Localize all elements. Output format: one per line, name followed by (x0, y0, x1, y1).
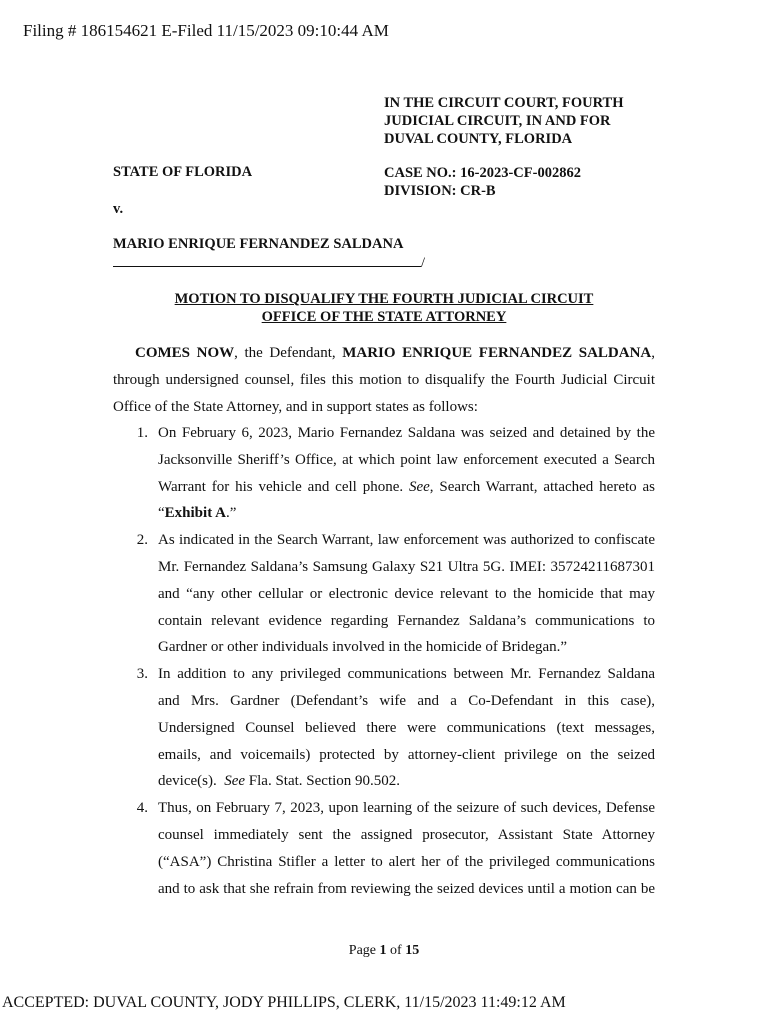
plaintiff-name: STATE OF FLORIDA (113, 164, 253, 180)
item-text (158, 527, 655, 661)
item-line (158, 474, 655, 501)
versus-label: v. (113, 201, 124, 217)
court-line: IN THE CIRCUIT COURT, FOURTH (384, 95, 624, 111)
item-line: and to ask that she refrain from reviewing the seized devices until a motion can be (158, 880, 655, 897)
list-item (113, 795, 655, 902)
page-total: 15 (405, 943, 420, 958)
item-line: counsel immediately sent the assigned prosecutor, Assistant State Attorney (158, 826, 655, 843)
item-line: emails, and voicemails) protected by attorney-client privilege on the seized (158, 746, 655, 763)
court-heading (384, 94, 623, 148)
item-text (158, 420, 655, 527)
intro-paragraph (113, 340, 655, 420)
caption-signature-line (113, 255, 425, 272)
motion-title (113, 290, 655, 326)
text-span: , Search Warrant, attached hereto as (429, 478, 655, 495)
item-line: As indicated in the Search Warrant, law enforcement was authorized to confiscate (158, 532, 655, 549)
intro-text: , (651, 345, 655, 361)
item-line: Gardner or other individuals involved in the homicide of Bridegan.” (158, 639, 568, 656)
case-info (384, 164, 581, 200)
intro-text: , the Defendant, (234, 345, 343, 361)
text-span: “ (158, 505, 165, 522)
item-line: On February 6, 2023, Mario Fernandez Saldana was seized and detained by the (158, 425, 655, 441)
list-item (113, 527, 655, 661)
text-span: .” (225, 505, 237, 522)
see-signal: See (408, 478, 430, 495)
text-span: device(s). (158, 773, 225, 790)
accepted-footer: ACCEPTED: DUVAL COUNTY, JODY PHILLIPS, CLERK, 11/15/2023 11:49:12 AM (2, 994, 566, 1011)
page-of: of (386, 943, 406, 958)
numbered-list (113, 420, 655, 902)
item-number: 3. (136, 666, 148, 683)
item-number: 1. (136, 425, 148, 441)
page-label: Page (348, 943, 380, 958)
list-item (113, 661, 655, 795)
comes-now: COMES NOW (135, 345, 235, 361)
filing-header: Filing # 186154621 E-Filed 11/15/2023 09:10:44 AM (23, 21, 389, 40)
division: DIVISION: CR-B (384, 183, 496, 199)
signature-slash: / (421, 255, 426, 271)
court-line: DUVAL COUNTY, FLORIDA (384, 131, 573, 147)
intro-line (113, 340, 655, 367)
intro-line: through undersigned counsel, files this motion to disqualify the Fourth Judicial Circuit (113, 371, 655, 388)
defendant-name: MARIO ENRIQUE FERNANDEZ SALDANA (113, 236, 404, 252)
item-line (158, 500, 655, 527)
item-number: 4. (136, 800, 148, 817)
list-item (113, 420, 655, 527)
page-number (0, 943, 768, 959)
item-line: and “any other cellular or electronic device relevant to the homicide that may (158, 585, 655, 602)
text-span: Fla. Stat. Section 90.502. (245, 773, 401, 790)
see-signal: See (224, 773, 246, 790)
item-line: and Mrs. Gardner (Defendant’s wife and a Co-Defendant in this case), (158, 692, 655, 709)
item-line: Undersigned Counsel believed there were communications (text messages, (158, 719, 655, 736)
title-line: OFFICE OF THE STATE ATTORNEY (261, 309, 507, 325)
item-line: In addition to any privileged communications between Mr. Fernandez Saldana (158, 666, 655, 683)
item-line: Thus, on February 7, 2023, upon learning of the seizure of such devices, Defense (158, 800, 655, 817)
item-line: Mr. Fernandez Saldana’s Samsung Galaxy S21 Ultra 5G. IMEI: 35724211687301 (158, 558, 655, 575)
item-text (158, 661, 655, 795)
item-number: 2. (136, 532, 148, 549)
item-text (158, 795, 655, 902)
exhibit-label: Exhibit A (164, 505, 226, 522)
item-line: Jacksonville Sheriff’s Office, at which point law enforcement executed a Search (158, 451, 655, 468)
case-number: CASE NO.: 16-2023-CF-002862 (384, 165, 581, 181)
item-line: (“ASA”) Christina Stifler a letter to alert her of the privileged communications (158, 853, 655, 870)
court-line: JUDICIAL CIRCUIT, IN AND FOR (384, 113, 611, 129)
item-line: contain relevant evidence regarding Fernandez Saldana’s communications to (158, 612, 655, 629)
item-line (158, 768, 655, 795)
page-current: 1 (379, 943, 387, 958)
defendant-name-inline: MARIO ENRIQUE FERNANDEZ SALDANA (342, 345, 652, 361)
title-line: MOTION TO DISQUALIFY THE FOURTH JUDICIAL CIRCUIT (174, 291, 594, 307)
text-span: Warrant for his vehicle and cell phone. (158, 478, 409, 495)
intro-line: Office of the State Attorney, and in support states as follows: (113, 398, 478, 415)
